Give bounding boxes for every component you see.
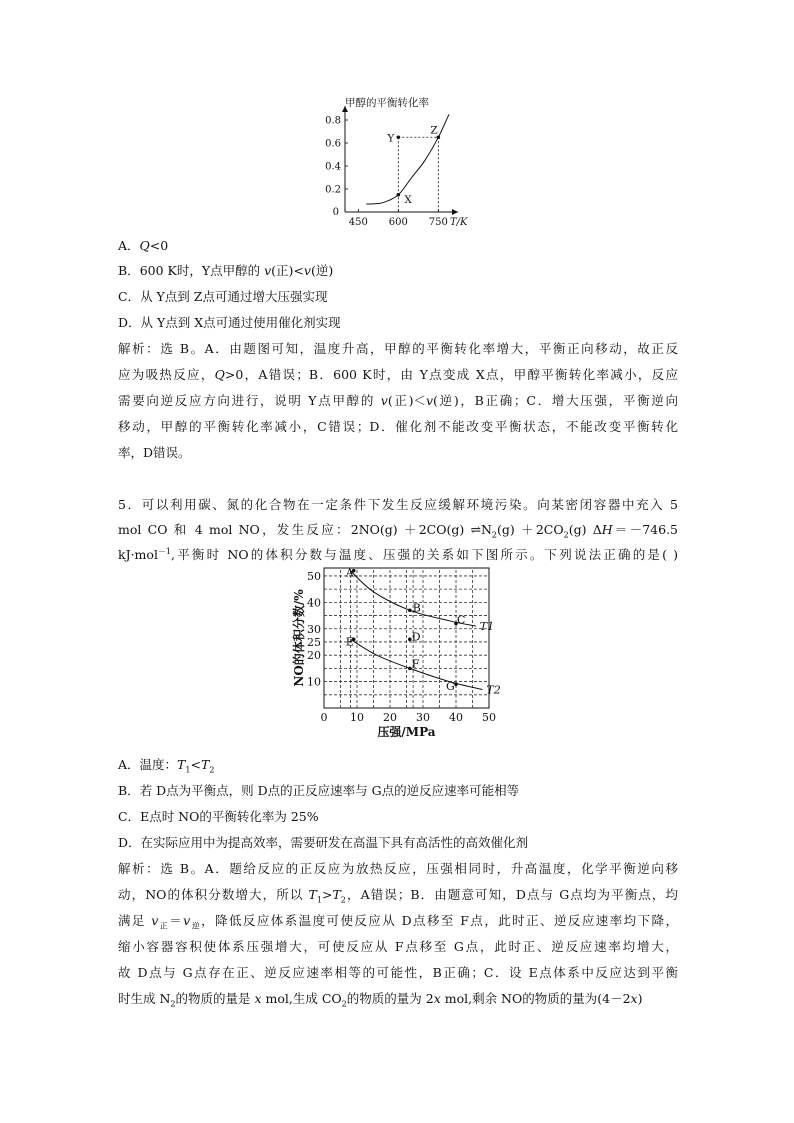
- point-x: [397, 193, 401, 197]
- text-run: v: [303, 263, 311, 278]
- option-prefix: D．: [118, 835, 141, 850]
- x-axis-label: 压强/MPa: [377, 725, 436, 739]
- text-run: 的物质的量为 2: [346, 991, 434, 1006]
- text-run: ＝: [169, 913, 184, 928]
- text-run: 2: [170, 999, 176, 1009]
- point-b: [408, 608, 412, 612]
- text-run: E点时 NO的平衡转化率为 25%: [140, 809, 319, 824]
- text-run: 缩小容器容积使体系压强增大，可使反应从 F点移至 G点，此时正、逆反应速率均增大，: [118, 939, 678, 954]
- point-label: B: [412, 601, 421, 615]
- text-run: ＝－746.5: [612, 522, 678, 537]
- text-run: (g) Δ: [568, 522, 602, 537]
- text-run: (正)＜: [387, 393, 426, 408]
- point-label: X: [404, 193, 412, 206]
- text-run: 若 D点为平衡点，则 D点的正反应速率与 G点的逆反应速率可能相等: [139, 783, 520, 798]
- text-run: －1: [157, 546, 172, 556]
- q5-option-c: [118, 809, 678, 825]
- q5-analysis-line: [118, 913, 678, 929]
- text-run: x: [630, 991, 638, 1006]
- text-run: <: [190, 757, 201, 772]
- x-tick-label: 0: [320, 711, 328, 724]
- text-run: ，降低反应体系温度可使反应从 D点移至 F点，此时正、逆反应速率均下降，: [201, 913, 678, 928]
- option-prefix: C．: [118, 289, 141, 304]
- q4-analysis-line: [118, 341, 678, 357]
- text-run: 率，D错误。: [118, 445, 191, 460]
- text-run: 解析：选 B。A．题给反应的正反应为放热反应，压强相同时，升高温度，化学平衡逆向移: [118, 861, 678, 876]
- y-tick-label: 0.8: [325, 115, 341, 127]
- text-run: 1: [316, 895, 322, 905]
- text-run: 正: [158, 921, 170, 931]
- x-axis-arrow: [452, 209, 458, 215]
- text-run: 600 K时，Y点甲醇的: [139, 263, 265, 278]
- point-label: Z: [430, 124, 438, 137]
- text-run: 的物质的量是: [175, 991, 255, 1006]
- y-tick-label: 50: [307, 569, 321, 583]
- q4-analysis-line: [118, 367, 678, 383]
- y-tick-label: 0.6: [325, 138, 341, 150]
- text-run: >0，A错误；B．600 K时，由 Y点变成 X点，甲醇平衡转化率减小，反应: [224, 367, 678, 382]
- text-run: 时生成 N: [118, 991, 171, 1006]
- text-run: H: [601, 522, 613, 537]
- q5-analysis-line: [118, 965, 678, 981]
- y-axis-label: NO的体积分数/%: [292, 589, 306, 687]
- text-run: 在实际应用中为提高效率，需要研发在高温下具有高活性的高效催化剂: [140, 835, 529, 850]
- q4-analysis-line: [118, 419, 678, 435]
- q4-option-a: [118, 238, 678, 254]
- x-axis-label: T/K: [450, 217, 468, 228]
- option-prefix: A．: [118, 757, 140, 772]
- option-prefix: B．: [118, 783, 140, 798]
- x-tick-label: 30: [416, 711, 430, 724]
- series-label-t2: [486, 684, 500, 697]
- option-prefix: B．: [118, 263, 140, 278]
- text-run: v: [151, 913, 159, 928]
- text-run: x: [254, 991, 262, 1006]
- methanol-conversion-chart: [318, 96, 478, 231]
- text-run: 解析：选 B。A．由题图可知，温度升高，甲醇的平衡转化率增大，平衡正向移动，故正反: [118, 341, 678, 356]
- text-run: (逆): [310, 263, 334, 278]
- q5-analysis-line: [118, 887, 678, 903]
- q5-analysis-line: [118, 991, 678, 1007]
- origin-label: 0: [332, 207, 339, 218]
- text-run: 故 D点与 G点存在正、逆反应速率相等的可能性，B正确；C．设 E点体系中反应达到平衡: [118, 965, 678, 980]
- x-tick-label: 750: [428, 217, 448, 228]
- text-run: v: [380, 393, 388, 408]
- text-run: (g) ＋2CO: [497, 522, 564, 537]
- text-run: 动，NO的体积分数增大，所以: [118, 887, 309, 902]
- text-run: v: [425, 393, 434, 408]
- text-run: Q: [214, 367, 225, 382]
- q5-stem-line: [118, 547, 678, 563]
- y-tick-label: 30: [307, 622, 321, 636]
- text-run: 2: [563, 530, 569, 540]
- text-run: x: [433, 991, 441, 1006]
- x-tick-label: 10: [350, 711, 364, 724]
- q5-option-b: [118, 783, 678, 799]
- text-run: <0: [149, 238, 169, 253]
- text-run: mol,生成 CO: [261, 991, 342, 1006]
- text-run: (逆)，B正确；C．增大压强，平衡逆向: [433, 393, 678, 408]
- option-prefix: C．: [118, 809, 141, 824]
- text-run: 2: [491, 530, 498, 540]
- text-run: >: [321, 887, 333, 902]
- q5-option-d: [118, 835, 678, 851]
- text-run: 2: [340, 895, 346, 905]
- text-run: T: [308, 887, 317, 902]
- q5-analysis-line: [118, 861, 678, 877]
- q4-option-b: [118, 263, 678, 279]
- text-run: 需要向逆反应方向进行，说明 Y点甲醇的: [118, 393, 381, 408]
- point-label: F: [411, 657, 420, 671]
- series-label-text: T2: [486, 683, 501, 697]
- x-tick-label: 40: [449, 711, 463, 724]
- y-tick-label: 40: [307, 596, 321, 610]
- x-tick-label: 20: [383, 711, 397, 724]
- text-run: 移动，甲醇的平衡转化率减小，C错误；D．催化剂不能改变平衡状态，不能改变平衡转化: [118, 419, 678, 434]
- q4-analysis-line: [118, 393, 678, 409]
- q5-stem-line: [118, 497, 678, 513]
- q4-analysis-line: [118, 445, 678, 461]
- point-y: [397, 135, 401, 139]
- q4-option-c: [118, 289, 678, 305]
- x-tick-label: 600: [388, 217, 408, 228]
- text-run: 2: [341, 999, 347, 1009]
- x-tick-label: 450: [348, 217, 368, 228]
- text-run: 5．可以利用碳、氮的化合物在一定条件下发生反应缓解环境污染。向某密闭容器中充入 5: [118, 497, 678, 512]
- text-run: (正)<: [271, 263, 304, 278]
- text-run: ): [637, 991, 643, 1006]
- text-run: 从 Y点到 Z点可通过增大压强实现: [140, 289, 328, 304]
- text-run: 满足: [118, 913, 152, 928]
- y-tick-label: 25: [307, 635, 321, 649]
- point-label: G: [446, 680, 455, 694]
- q5-stem-line: [118, 522, 678, 538]
- q5-option-a: [118, 757, 678, 773]
- text-run: 逆: [190, 921, 202, 931]
- text-run: v: [264, 263, 272, 278]
- no-volume-fraction-chart: [290, 562, 510, 742]
- text-run: 从 Y点到 X点可通过使用催化剂实现: [140, 315, 341, 330]
- text-run: T: [200, 757, 210, 772]
- text-run: kJ·mol: [118, 547, 158, 562]
- y-axis-title: 甲醇的平衡转化率: [345, 97, 429, 109]
- y-tick-label: 0.4: [325, 161, 341, 173]
- text-run: 2: [209, 765, 215, 775]
- text-run: 应为吸热反应，: [118, 367, 215, 382]
- point-label: Y: [387, 132, 395, 145]
- series-label-text: T1: [479, 620, 495, 634]
- y-tick-label: 10: [307, 675, 321, 689]
- option-prefix: A．: [118, 238, 140, 253]
- text-run: ,平衡时 NO的体积分数与温度、压强的关系如下图所示。下列说法正确的是( ): [171, 547, 678, 562]
- text-run: mol,剩余 NO的物质的量为(4－2: [440, 991, 631, 1006]
- point-label: E: [345, 635, 354, 649]
- y-tick-label: 20: [307, 649, 321, 663]
- option-prefix: D．: [118, 315, 141, 330]
- text-run: T: [177, 757, 186, 772]
- text-run: 1: [185, 765, 191, 775]
- point-label: A: [345, 566, 354, 580]
- text-run: v: [183, 913, 191, 928]
- point-label: D: [411, 630, 421, 644]
- text-run: mol CO 和 4 mol NO，发生反应：2NO(g) ＋2CO(g) ⇌N: [118, 522, 492, 537]
- text-run: T: [332, 887, 341, 902]
- series-label-t1: [480, 620, 494, 633]
- y-tick-label: 0.2: [325, 184, 341, 196]
- text-run: 温度：: [139, 757, 178, 772]
- text-run: Q: [139, 238, 150, 253]
- q4-option-d: [118, 315, 678, 331]
- point-label: C: [457, 613, 466, 627]
- q5-analysis-line: [118, 939, 678, 955]
- text-run: ，A错误；B．由题意可知，D点与 G点均为平衡点，均: [345, 887, 678, 902]
- x-tick-label: 50: [482, 711, 496, 724]
